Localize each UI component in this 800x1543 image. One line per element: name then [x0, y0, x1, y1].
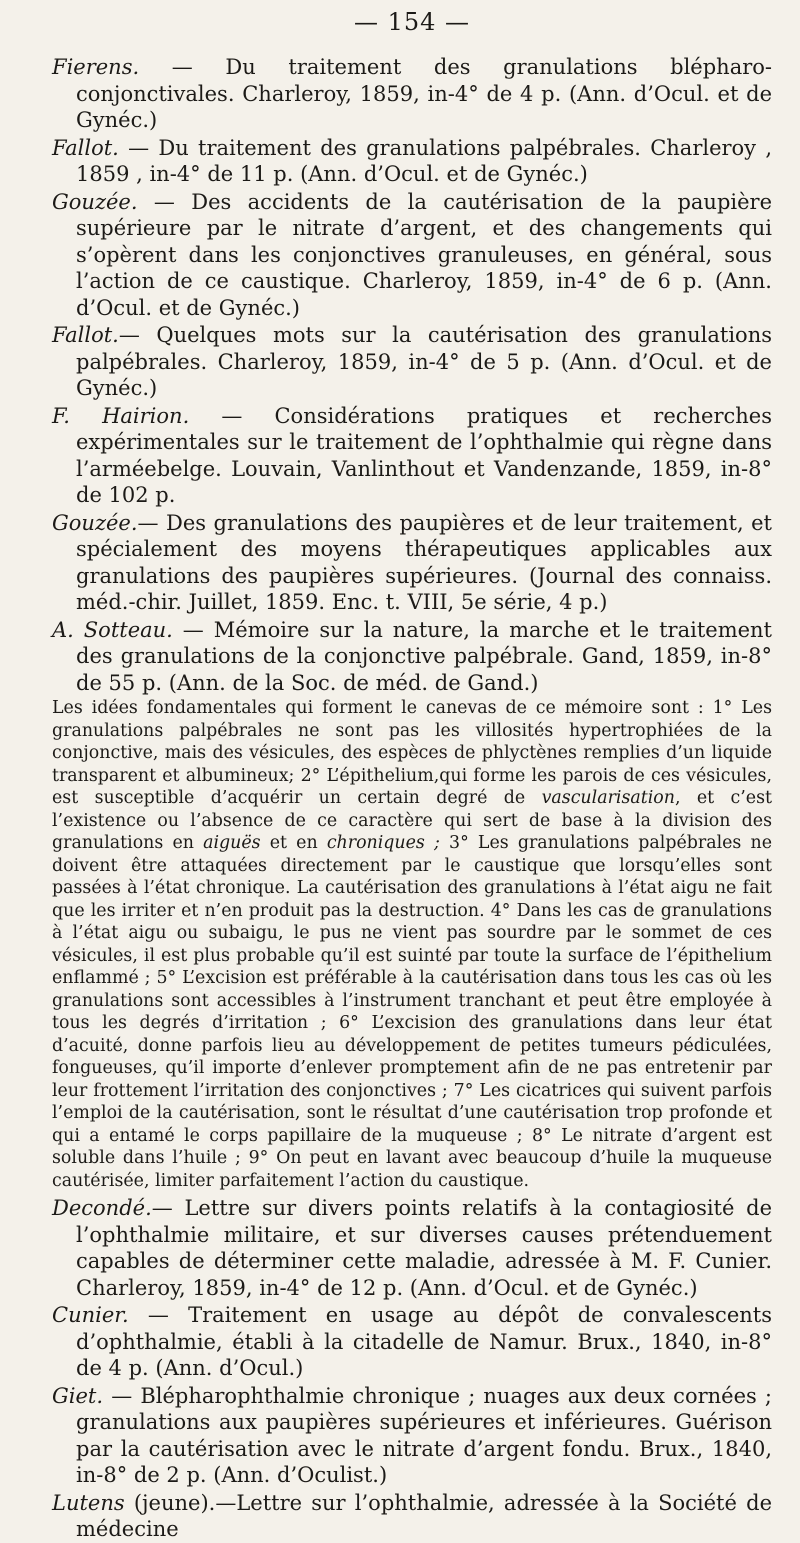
- page-number: — 154 —: [353, 8, 471, 36]
- bibliography-entry: [52, 1490, 772, 1543]
- entry-author: Gouzée.: [52, 189, 138, 214]
- entry-text: — Blépharophthalmie chronique ; nuages aux deux cornées ; granulations aux paupières supérieures et inférieures. Guérison par la cautérisation avec le nitrate d’argent fondu. Brux., 1840, in-8° de 2 p. (Ann. d’Oculist.): [76, 1383, 772, 1487]
- entry-author: Decondé.: [52, 1196, 152, 1220]
- entry-text: — Du traitement des granulations palpébrales. Charleroy , 1859 , in-4° de 11 p. (Ann. d’Ocul. et de Gynéc.): [76, 135, 772, 186]
- summary-text: et en: [260, 833, 327, 853]
- entry-author: Fallot.: [52, 135, 119, 160]
- summary-text: Les idées fondamentales qui forment le canevas de ce mémoire sont : 1° Les granulations palpébrales ne sont pas les villosités hypertrophiées de la conjonctive, mais des vésicules, des espèces de phlyctènes remplies d’un liquide transparent et albumineux; 2° L’épithelium,qui forme les parois de ces vésicules, est susceptible d’acquérir un certain degré de: [52, 698, 772, 808]
- entry-text: (jeune).—Lettre sur l’ophthalmie, adressée à la Société de médecine: [76, 1490, 772, 1541]
- summary-emphasis: vascularisation: [541, 788, 675, 808]
- entry-author: Fallot.: [52, 323, 119, 347]
- bibliography-entry: [52, 322, 772, 402]
- entry-summary: [52, 697, 772, 1192]
- summary-text: , et c’est l’existence ou l’absence de ce caractère qui sert de base à la division des granulations en: [52, 788, 772, 853]
- bibliography-entry: [52, 135, 772, 188]
- bibliography-entry: [52, 510, 772, 616]
- entry-text: — Quelques mots sur la cautérisation des granulations palpébrales. Charleroy, 1859, in-4° de 5 p. (Ann. d’Ocul. et de Gynéc.): [76, 323, 772, 400]
- entry-text: — Mémoire sur la nature, la marche et le traitement des granulations de la conjonctive palpébrale. Gand, 1859, in-8° de 55 p. (Ann. de la Soc. de méd. de Gand.): [76, 617, 772, 695]
- entry-text: — Du traitement des granulations blépharo-conjonctivales. Charleroy, 1859, in-4° de 4 p. (Ann. d’Ocul. et de Gynéc.): [76, 55, 772, 132]
- entry-text: — Des granulations des paupières et de leur traitement, et spécialement des moyens thérapeutiques applicables aux granulations des paupières supérieures. (Journal des connaiss. méd.-chir. Juillet, 1859. Enc. t. VIII, 5e série, 4 p.): [76, 510, 772, 614]
- bibliography-entry: [52, 54, 772, 134]
- entry-author: Fierens.: [52, 55, 140, 79]
- entry-text: — Considérations pratiques et recherches expérimentales sur le traitement de l’ophthalmie qui règne dans l’arméebelge. Louvain, Vanlinthout et Vandenzande, 1859, in-8° de 102 p.: [76, 403, 772, 507]
- summary-emphasis: chroniques ;: [326, 833, 440, 853]
- entry-author: Lutens: [52, 1490, 125, 1515]
- entry-text: — Des accidents de la cautérisation de la paupière supérieure par le nitrate d’argent, et des changements qui s’opèrent dans les conjonctives granuleuses, en général, sous l’action de ce caustique. Charleroy, 1859, in-4° de 6 p. (Ann. d’Ocul. et de Gynéc.): [76, 189, 772, 320]
- entry-author: F. Hairion.: [52, 403, 190, 428]
- bibliography-entry: [52, 1302, 772, 1382]
- entry-author: A. Sotteau.: [52, 617, 173, 642]
- bibliography-entry: [52, 189, 772, 322]
- summary-text: 3° Les granulations palpébrales ne doivent être attaquées directement par le caustique que lorsqu’elles sont passées à l’état chronique. La cautérisation des granulations à l’état aigu ne fait que les irriter et n’en produit pas la destruction. 4° Dans les cas de granulations à l’état aigu ou subaigu, le pus ne vient pas sourdre par le sommet de ces vésicules, il est plus probable qu’il est suinté par toute la surface de l’épithelium enflammé ; 5° L’excision est préférable à la cautérisation dans tous les cas où les granulations sont accessibles à l’instrument tranchant et peut être employée à tous les degrés d’irritation ; 6° L’excision des granulations dans leur état d’acuité, donne parfois lieu au développement de petites tumeurs pédiculées, fongueuses, qu’il importe d’enlever promptement afin de ne pas entretenir par leur frottement l’irritation des conjonctives ; 7° Les cicatrices qui suivent parfois l’emploi de la cautérisation, sont le résultat d’une cautérisation trop profonde et qui a entamé le corps papillaire de la muqueuse ; 8° Le nitrate d’argent est soluble dans l’huile ; 9° On peut en lavant avec beaucoup d’huile la muqueuse cautérisée, limiter parfaitement l’action du caustique.: [52, 833, 773, 1191]
- bibliography-entry: [52, 403, 772, 509]
- bibliography-entry: [52, 1195, 772, 1301]
- entry-author: Gouzée.: [52, 510, 138, 535]
- entry-text: — Lettre sur divers points relatifs à la contagiosité de l’ophthalmie militaire, et sur diverses causes prétenduement capables de déterminer cette maladie, adressée à M. F. Cunier. Charleroy, 1859, in-4° de 12 p. (Ann. d’Ocul. et de Gynéc.): [76, 1196, 772, 1300]
- bibliography-entry: [52, 617, 772, 697]
- entry-author: Giet.: [52, 1383, 104, 1408]
- entry-author: Cunier.: [52, 1303, 129, 1327]
- bibliography-entry: [52, 1383, 772, 1489]
- summary-emphasis: aiguës: [203, 833, 261, 853]
- entry-text: — Traitement en usage au dépôt de convalescents d’ophthalmie, établi à la citadelle de Namur. Brux., 1840, in-8° de 4 p. (Ann. d’Ocul.): [76, 1303, 772, 1380]
